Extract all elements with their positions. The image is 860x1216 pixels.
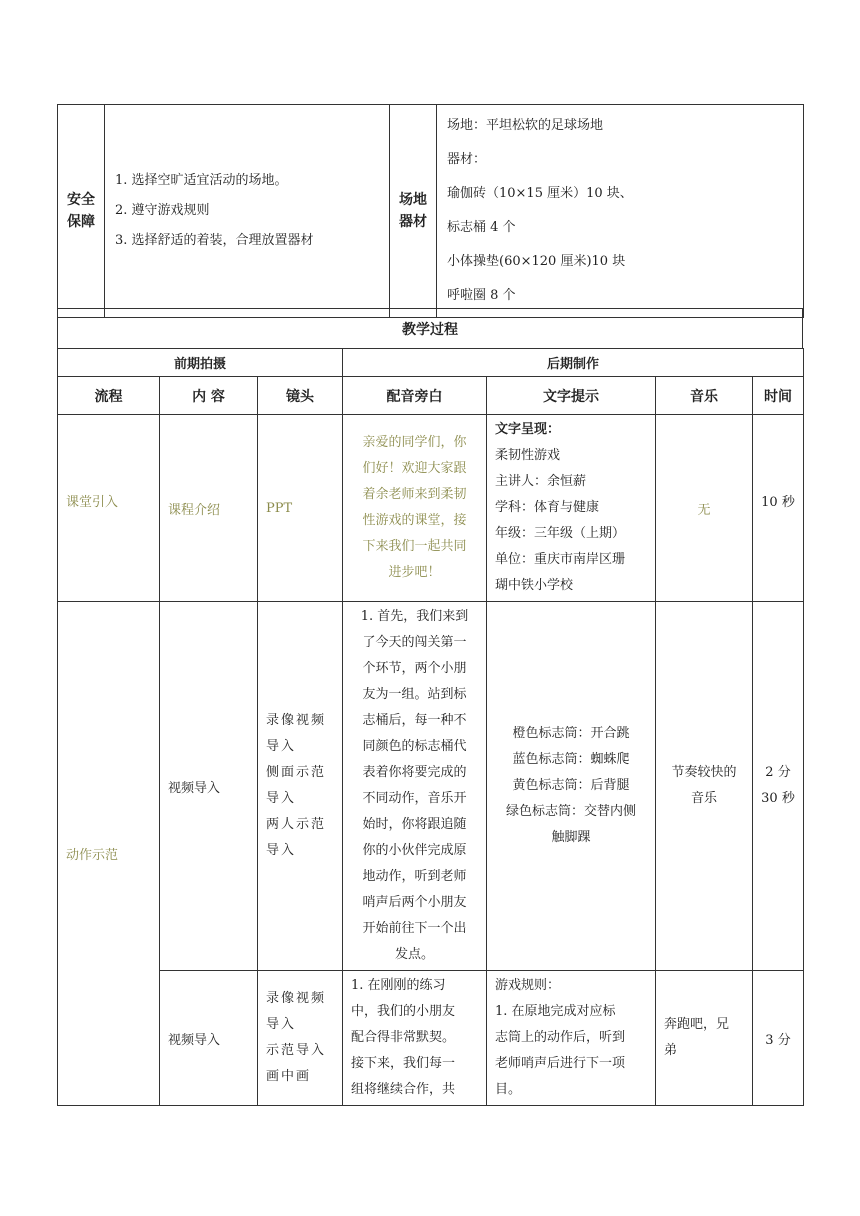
- venue-list: [437, 105, 804, 318]
- col-header-content: 内 容: [160, 377, 258, 415]
- venue-line: 场地：平坦松软的足球场地: [447, 118, 604, 133]
- table-row: [58, 602, 804, 971]
- group-header-post: 后期制作: [343, 349, 804, 377]
- venue-label: 场地 器材: [390, 105, 437, 318]
- content-cell: 视频导入: [160, 971, 258, 1106]
- safety-item: 3. 选择舒适的着装，合理放置器材: [115, 233, 314, 248]
- info-table: [57, 104, 804, 318]
- venue-line: 呼啦圈 8 个: [447, 288, 516, 303]
- time-cell: 2 分 30 秒: [753, 602, 804, 971]
- col-header-shot: 镜头: [258, 377, 343, 415]
- flow-cell: 课堂引入: [58, 415, 160, 602]
- shot-cell: 录像视频 导入 侧面示范 导入 两人示范 导入: [258, 602, 343, 971]
- shot-cell: PPT: [258, 415, 343, 602]
- narration-cell: 1. 在刚刚的练习 中，我们的小朋友 配合得非常默契。 接下来，我们每一 组将继续合作，共: [343, 971, 487, 1106]
- venue-line: 瑜伽砖（10×15 厘米）10 块、: [447, 186, 633, 201]
- col-header-music: 音乐: [656, 377, 753, 415]
- time-cell: 3 分: [753, 971, 804, 1106]
- safety-item: 2. 遵守游戏规则: [115, 203, 210, 218]
- col-header-text: 文字提示: [487, 377, 656, 415]
- safety-item: 1. 选择空旷适宜活动的场地。: [115, 173, 288, 188]
- process-table: [57, 348, 804, 1106]
- section-title-table: [57, 308, 803, 349]
- time-cell: 10 秒: [753, 415, 804, 602]
- section-title: 教学过程: [58, 309, 803, 349]
- table-row: [58, 971, 804, 1106]
- flow-cell: 动作示范: [58, 602, 160, 1106]
- col-header-narration: 配音旁白: [343, 377, 487, 415]
- venue-line: 标志桶 4 个: [447, 220, 516, 235]
- col-header-flow: 流程: [58, 377, 160, 415]
- music-cell: 节奏较快的 音乐: [656, 602, 753, 971]
- safety-list: [105, 105, 390, 318]
- narration-cell: 1. 首先，我们来到 了今天的闯关第一 个环节，两个小朋 友为一组。站到标 志桶后，每一种不 同颜色的标志桶代 表着你将要完成的 不同动作，音乐开 始时，你将跟追随 你的小伙伴完成原 地动作，听到老师 哨声后两个小朋友 开始前往下一个出 发点。: [343, 602, 487, 971]
- music-cell: 无: [656, 415, 753, 602]
- text-cell: 橙色标志筒：开合跳 蓝色标志筒：蜘蛛爬 黄色标志筒：后背腿 绿色标志筒：交替内侧 触脚踝: [487, 602, 656, 971]
- content-cell: 视频导入: [160, 602, 258, 971]
- venue-line: 器材：: [447, 152, 487, 167]
- venue-line: 小体操垫(60×120 厘米)10 块: [447, 254, 626, 269]
- table-row: [58, 415, 804, 602]
- group-header-pre: 前期拍摄: [58, 349, 343, 377]
- text-cell: 文字呈现： 柔韧性游戏 主讲人：余恒薪 学科：体育与健康 年级：三年级（上期） 单位：重庆市南岸区珊 瑚中铁小学校: [487, 415, 656, 602]
- text-cell: 游戏规则： 1. 在原地完成对应标 志筒上的动作后，听到 老师哨声后进行下一项 目。: [487, 971, 656, 1106]
- col-header-time: 时间: [753, 377, 804, 415]
- safety-label: 安全 保障: [58, 105, 105, 318]
- narration-cell: 亲爱的同学们，你 们好！欢迎大家跟 着余老师来到柔韧 性游戏的课堂，接 下来我们一起共同 进步吧！: [343, 415, 487, 602]
- content-cell: 课程介绍: [160, 415, 258, 602]
- music-cell: 奔跑吧，兄 弟: [656, 971, 753, 1106]
- shot-cell: 录像视频 导入 示范导入 画中画: [258, 971, 343, 1106]
